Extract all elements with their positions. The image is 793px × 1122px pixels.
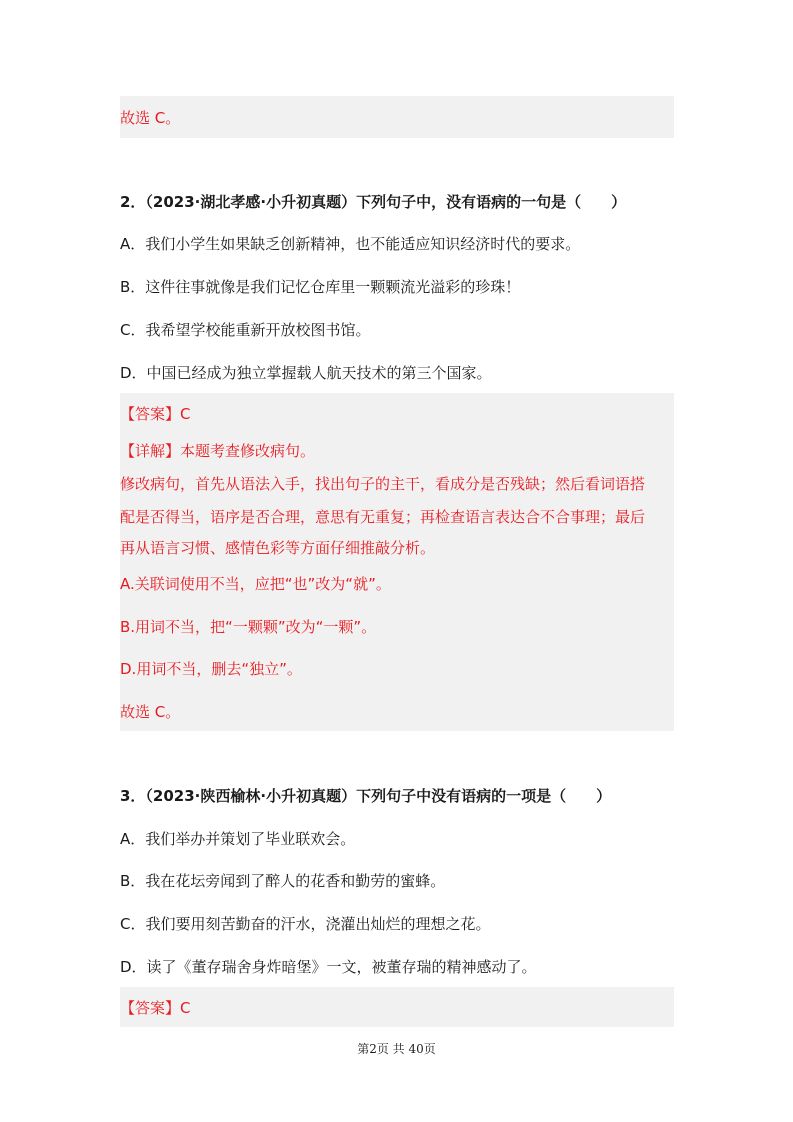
question-2-option-c: C．我希望学校能重新开放校图书馆。 xyxy=(120,321,371,339)
page-footer: 第2页 共 40页 xyxy=(357,1042,436,1056)
question-2-analysis-d: D.用词不当，删去“独立”。 xyxy=(120,660,302,678)
question-2-option-b: B．这件往事就像是我们记忆仓库里一颗颗流光溢彩的珍珠！ xyxy=(120,278,521,296)
question-3-option-d: D．读了《董存瑞舍身炸暗堡》一文，被董存瑞的精神感动了。 xyxy=(120,958,537,976)
question-3-option-b: B．我在花坛旁闻到了醉人的花香和勤劳的蜜蜂。 xyxy=(120,872,446,890)
answer-panel-prev xyxy=(120,96,674,138)
question-2-detail-heading: 【详解】本题考查修改病句。 xyxy=(120,442,316,460)
question-2-option-d: D．中国已经成为独立掌握载人航天技术的第三个国家。 xyxy=(120,364,492,382)
question-3-answer: 【答案】C xyxy=(120,999,191,1017)
question-2-detail-line-1: 修改病句，首先从语法入手，找出句子的主干，看成分是否残缺；然后看词语搭 xyxy=(120,475,646,493)
answer-panel-q3 xyxy=(120,987,674,1027)
question-2-option-a: A．我们小学生如果缺乏创新精神，也不能适应知识经济时代的要求。 xyxy=(120,235,581,253)
question-2-analysis-a: A.关联词使用不当，应把“也”改为“就”。 xyxy=(120,575,391,593)
question-3-stem: 3．（2023·陕西榆林·小升初真题）下列句子中没有语病的一项是（ ） xyxy=(120,787,612,805)
prev-conclusion: 故选 C。 xyxy=(120,109,181,127)
question-2-analysis-b: B.用词不当，把“一颗颗”改为“一颗”。 xyxy=(120,618,377,636)
question-2-detail-line-2: 配是否得当，语序是否合理，意思有无重复；再检查语言表达合不合事理；最后 xyxy=(120,508,646,526)
question-2-stem: 2．（2023·湖北孝感·小升初真题）下列句子中，没有语病的一句是（ ） xyxy=(120,193,627,211)
question-2-detail-line-3: 再从语言习惯、感情色彩等方面仔细推敲分析。 xyxy=(120,539,436,557)
question-2-answer: 【答案】C xyxy=(120,405,191,423)
question-3-option-c: C．我们要用刻苦勤奋的汗水，浇灌出灿烂的理想之花。 xyxy=(120,915,491,933)
question-2-conclusion: 故选 C。 xyxy=(120,703,181,721)
question-3-option-a: A．我们举办并策划了毕业联欢会。 xyxy=(120,830,356,848)
